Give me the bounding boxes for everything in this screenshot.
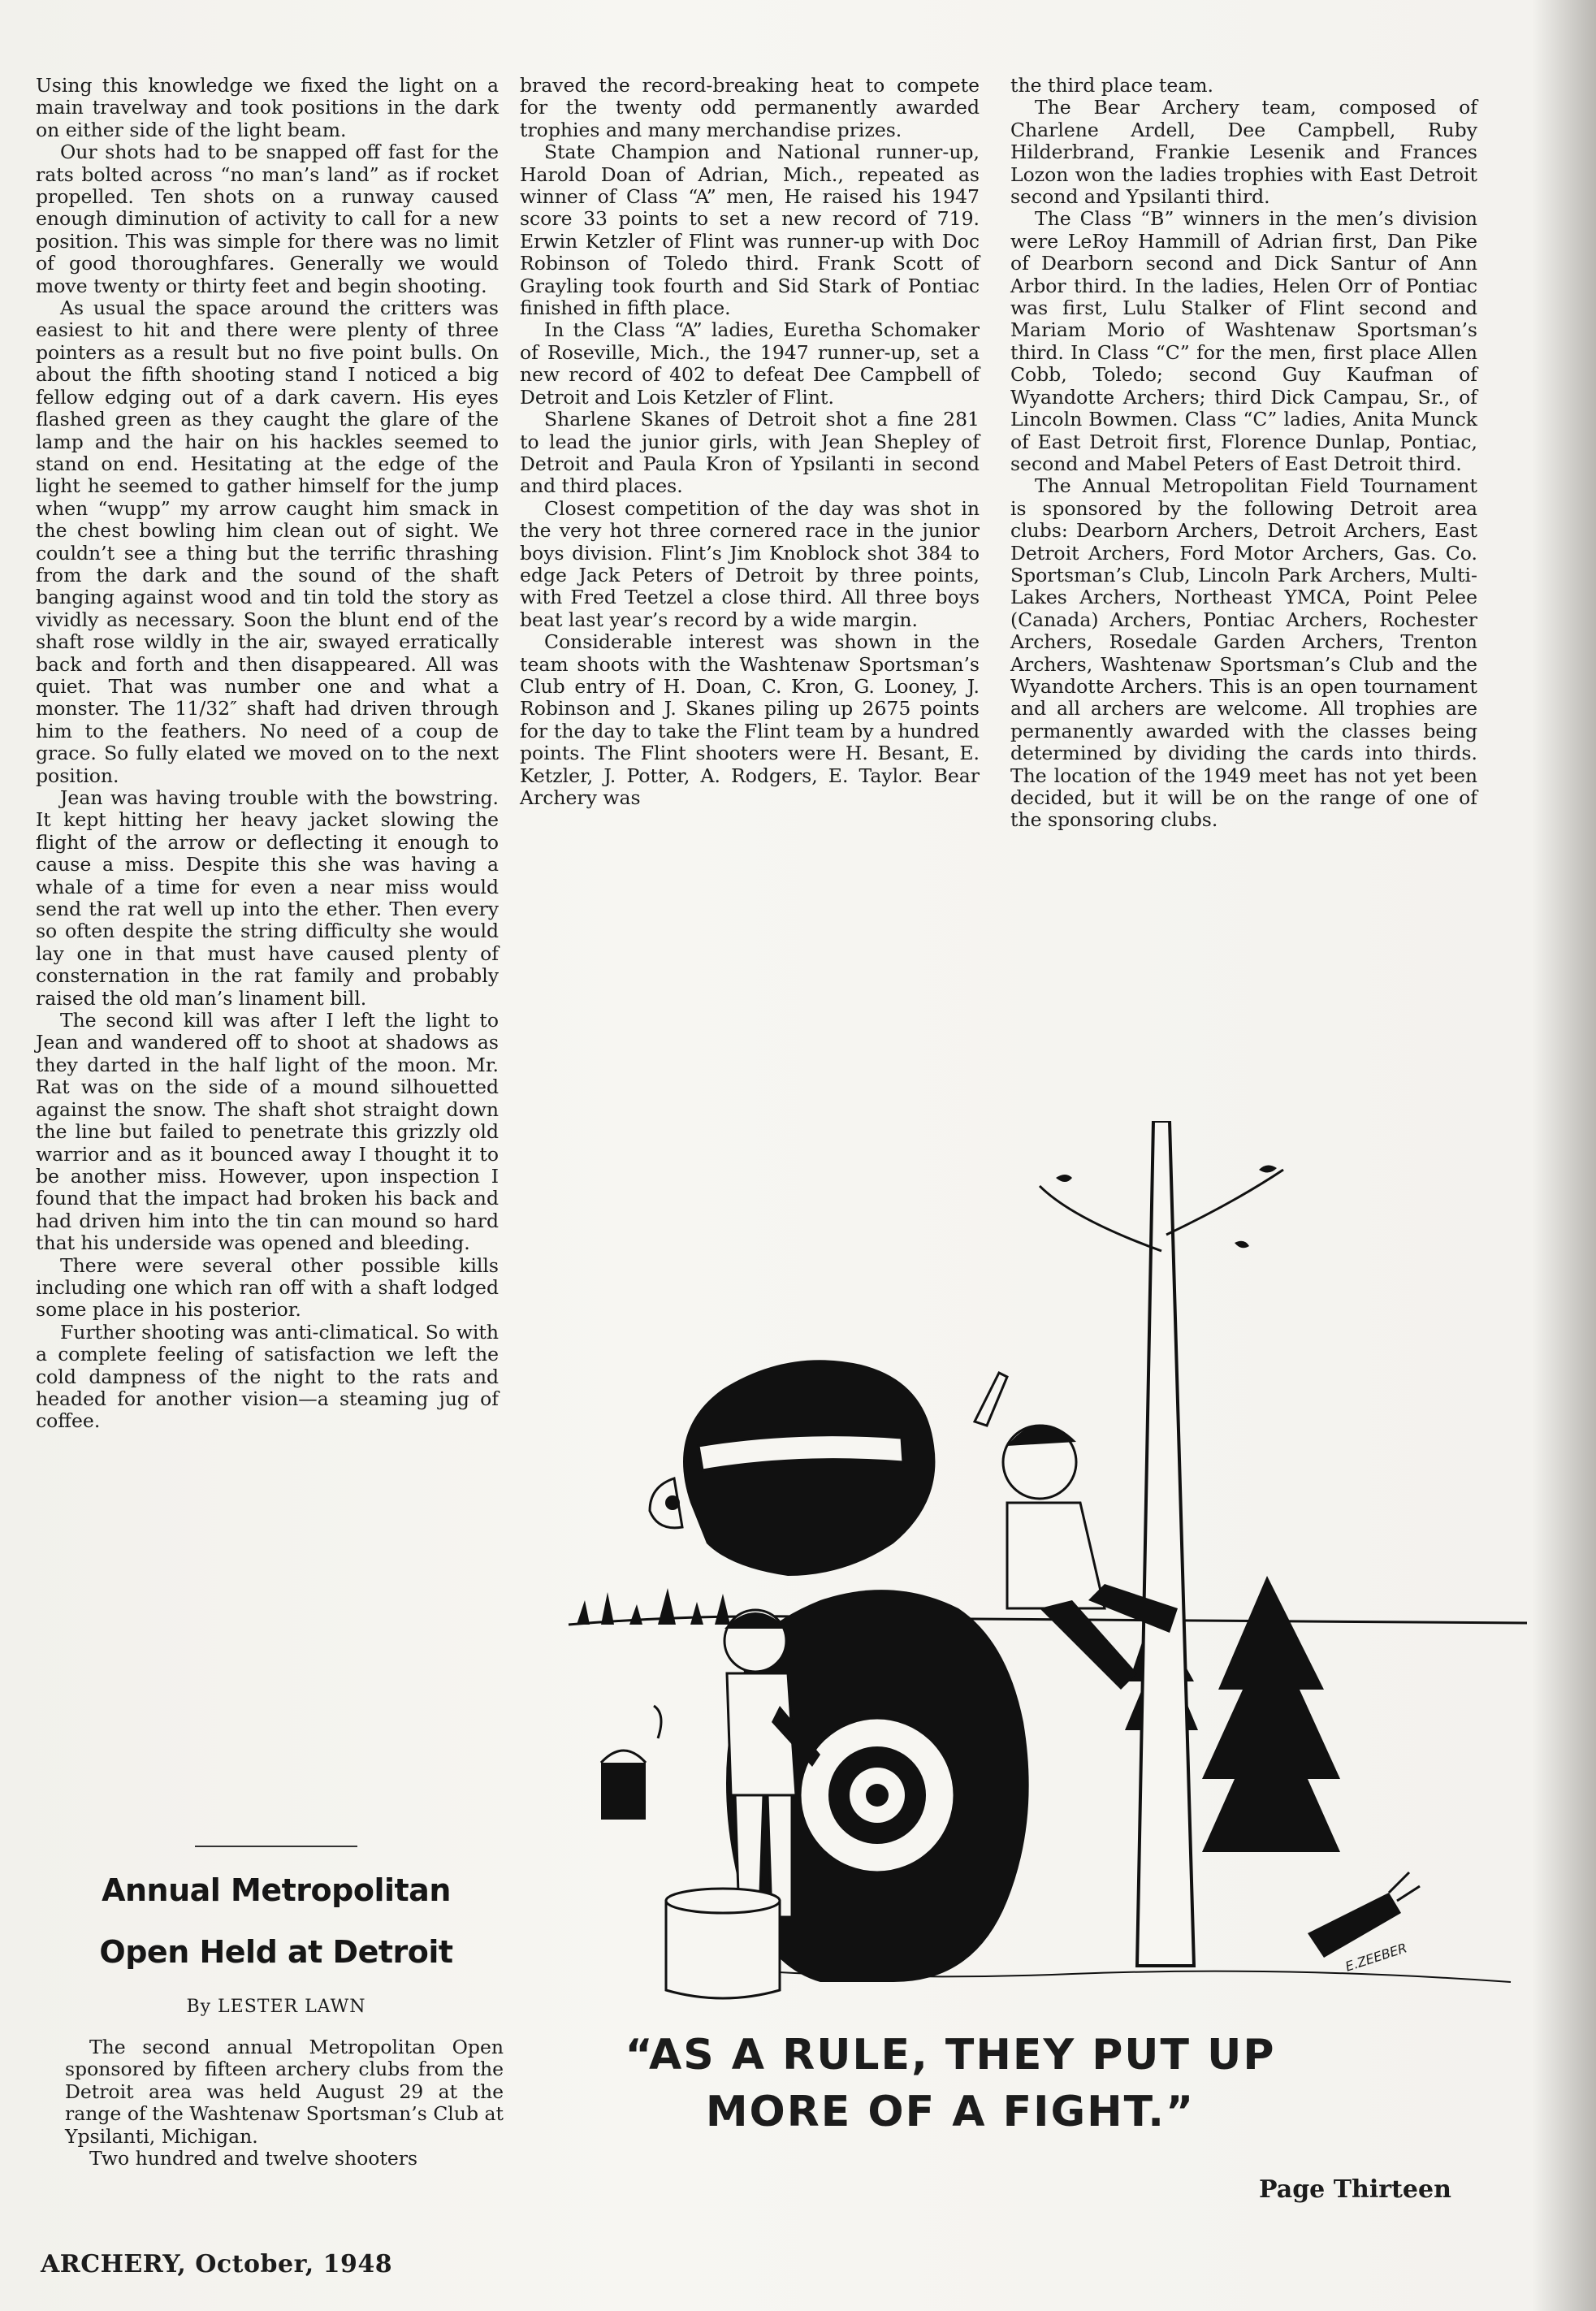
page-number: Page Thirteen	[1259, 2175, 1451, 2204]
paragraph: The Class “B” winners in the men’s division were LeRoy Hammill of Adrian first, Dan Pike of Dearborn second and Dick Santur of Ann Arbor third. In the ladies, Helen Orr of Pontiac was first, Lulu Stalker of Flint second and Mariam Morio of Washtenaw Sportsman’s third. In Class “C” for the men, first place Allen Cobb, Toledo; second Guy Kaufman of Wyandotte Archers; third Dick Campau, Sr., of Lincoln Bowmen. Class “C” ladies, Anita Munck of East Detroit first, Florence Dunlap, Pontiac, second and Mabel Peters of East Detroit third.	[1010, 207, 1477, 475]
magazine-footer: ARCHERY, October, 1948	[41, 2250, 393, 2279]
paragraph: In the Class “A” ladies, Euretha Schomaker of Roseville, Mich., the 1947 runner-up, set a new record of 402 to defeat Dee Campbell of Detroit and Lois Ketzler of Flint.	[520, 318, 980, 409]
paragraph: Our shots had to be snapped off fast for the rats bolted across “no man’s land” as if rocket propelled. Ten shots on a runway caused enough diminution of activity to call for a new position. This was simple for there was no limit of good thoroughfares. Generally we would move twenty or thirty feet and begin shooting.	[36, 141, 499, 297]
paragraph: The second annual Metropolitan Open sponsored by fifteen archery clubs from the Detroit area was held August 29 at the range of the Washtenaw Sportsman’s Club at Ypsilanti, Michigan.	[65, 2036, 504, 2148]
cartoon-caption-line2: MORE OF A FIGHT.”	[705, 2088, 1196, 2136]
paragraph: The second kill was after I left the light to Jean and wandered off to shoot at shadows as they darted in the half light of the moon. Mr. Rat was on the side of a mound silhouetted against the snow. The shaft shot straight down the line but failed to penetrate this grizzly old warrior and as it bounced away I thought it to be another miss. However, upon inspection I found that the impact had broken his back and had driven him into the tin can mound so hard that his underside was opened and bleeding.	[36, 1009, 499, 1255]
paragraph: the third place team.	[1010, 74, 1214, 97]
paragraph: State Champion and National runner-up, Harold Doan of Adrian, Mich., repeated as winner of Class “A” men, He raised his 1947 score 33 points to set a new record of 719. Erwin Ketzler of Flint was runner-up with Doc Robinson of Toledo third. Frank Scott of Grayling took fourth and Sid Stark of Pontiac finished in fifth place.	[520, 141, 980, 320]
section-divider	[195, 1846, 357, 1847]
article-byline: By LESTER LAWN	[186, 1997, 366, 2017]
paragraph: Sharlene Skanes of Detroit shot a fine 281 to lead the junior girls, with Jean Shepley of Detroit and Paula Kron of Ypsilanti in second and third places.	[520, 408, 980, 498]
column-right	[1010, 75, 1477, 832]
paragraph: braved the record-breaking heat to compete for the twenty odd permanently awarded trophies and many merchandise prizes.	[520, 74, 980, 141]
paragraph: The Annual Metropolitan Field Tournament is sponsored by the following Detroit area clubs: Dearborn Archers, Detroit Archers, East Detroit Archers, Ford Motor Archers, Gas. Co. Sportsman’s Club, Lincoln Park Archers, Multi-Lakes Archers, Northeast YMCA, Point Pelee (Canada) Archers, Pontiac Archers, Rochester Archers, Rosedale Garden Archers, Trenton Archers, Washtenaw Sportsman’s Club and the Wyandotte Archers. This is an open tournament and all archers are welcome. All trophies are permanently awarded with the classes being determined by dividing the cards into thirds. The location of the 1949 meet has not yet been decided, but it will be on the range of one of the sponsoring clubs.	[1010, 474, 1477, 832]
column-left	[36, 75, 499, 1433]
paragraph: Closest competition of the day was shot in the very hot three cornered race in the junior boys division. Flint’s Jim Knoblock shot 384 to edge Jack Peters of Detroit by three points, with Fred Teetzel a close third. All three boys beat last year’s record by a wide margin.	[520, 496, 980, 631]
artist-signature: E.ZEEBER	[1343, 1940, 1409, 1975]
paragraph: There were several other possible kills including one which ran off with a shaft lodged some place in his posterior.	[36, 1253, 499, 1322]
cartoon-caption-line1: “AS A RULE, THEY PUT UP	[625, 2031, 1276, 2079]
column-middle	[520, 75, 980, 809]
article-headline-line2: Open Held at Detroit	[99, 1934, 453, 1970]
paragraph: Considerable interest was shown in the team shoots with the Washtenaw Sportsman’s Club entry of H. Doan, C. Kron, G. Looney, J. Robinson and J. Skanes piling up 2675 points for the day to take the Flint team by a hundred points. The Flint shooters were H. Besant, E. Ketzler, J. Potter, A. Rodgers, E. Taylor. Bear Archery was	[520, 630, 980, 809]
paragraph: Two hundred and twelve shooters	[89, 2147, 418, 2170]
paragraph: As usual the space around the critters was easiest to hit and there were plenty of three pointers as a result but no five point bulls. On about the fifth shooting stand I noticed a big fellow edging out of a dark cavern. His eyes flashed green as they caught the glare of the lamp and the hair on his hackles seemed to stand on end. Hesitating at the edge of the light he seemed to gather himself for the jump when “wupp” my arrow caught him smack in the chest bowling him clean out of sight. We couldn’t see a thing but the terrific thrashing from the dark and the sound of the shaft banging against wood and tin told the story as vividly as necessary. Soon the blunt end of the shaft rose wildly in the air, swayed erratically back and forth and then disappeared. All was quiet. That was number one and what a monster. The 11/32″ shaft had driven through him to the feathers. No need of a coup de grace. So fully elated we moved on to the next position.	[36, 296, 499, 787]
paragraph: Jean was having trouble with the bowstring. It kept hitting her heavy jacket slowing the flight of the arrow or deflecting it enough to cause a miss. Despite this she was having a whale of a time for even a near miss would send the rat well up into the ether. Then every so often despite the string difficulty she would lay one in that must have caused plenty of consternation in the rat family and probably raised the old man’s linament bill.	[36, 786, 499, 1010]
paragraph: The Bear Archery team, composed of Charlene Ardell, Dee Campbell, Ruby Hilderbrand, Frankie Lesenik and Frances Lozon won the ladies trophies with East Detroit second and Ypsilanti third.	[1010, 96, 1477, 209]
paragraph: Further shooting was anti-climatical. So with a complete feeling of satisfaction we left the cold dampness of the night to the rats and headed for another vision—a steaming jug of coffee.	[36, 1320, 499, 1433]
bear-cartoon-illustration	[552, 1121, 1559, 2079]
article-headline-line1: Annual Metropolitan	[102, 1872, 451, 1908]
article-body	[65, 2036, 504, 2170]
paragraph: Using this knowledge we fixed the light on a main travelway and took positions in the dark on either side of the light beam.	[36, 74, 499, 141]
